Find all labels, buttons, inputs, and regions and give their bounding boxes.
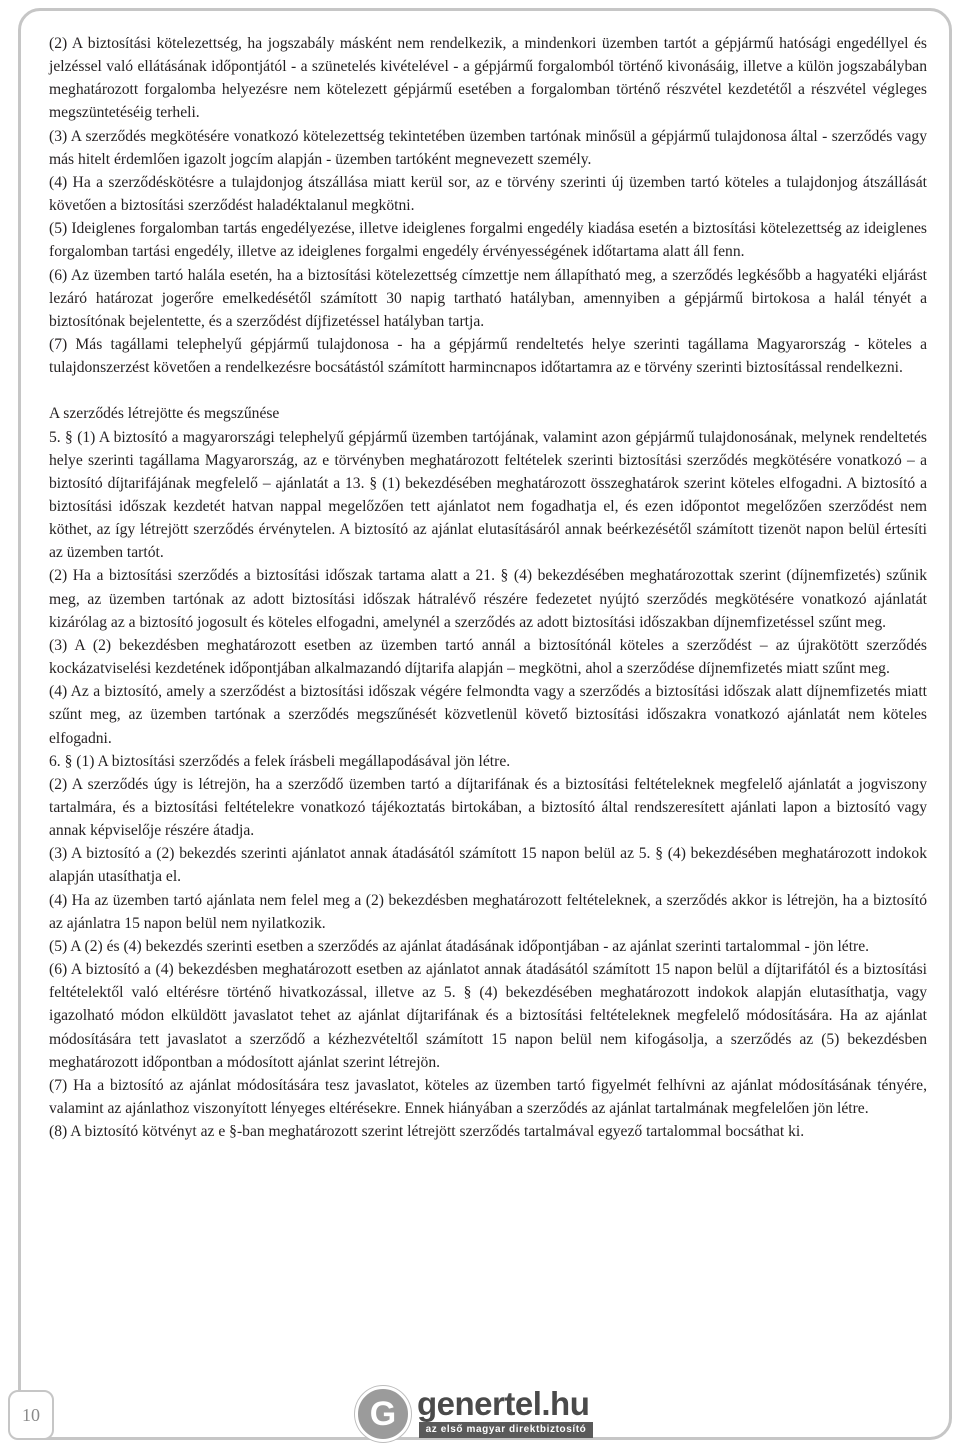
paragraph-4-4: (4) Ha a szerződéskötésre a tulajdonjog átszállása miatt kerül sor, az e törvény szerinti új üzemben tartó köteles a tulajdonjog átszállását követően a biztosítási szerződést haladéktalanul megkötni. bbox=[49, 173, 927, 215]
paragraph-4-3: (3) A szerződés megkötésére vonatkozó kötelezettség tekintetében üzemben tartónak minősül a gépjármű tulajdonosa által - szerződés vagy más hitelt érdemlően igazolt jogcím alapján - üzemben tartóként megnevezett személy. bbox=[49, 127, 927, 168]
paragraph-4-6: (6) Az üzemben tartó halála esetén, ha a biztosítási kötelezettség címzettje nem állapítható meg, a szerződés legkésőbb a hagyatéki eljárást lezáró határozat jogerőre emelkedésétől számított 30 napig tartható hatályban, amennyiben a gépjármű birtokosa a halál tényét a biztosítónak bejelentette, és a szerződést díjfizetéssel hatályban tartja. bbox=[49, 266, 927, 330]
paragraph-5-4: (4) Az a biztosító, amely a szerződést a biztosítási időszak végére felmondta vagy a szerződés a biztosítási időszak alatt díjnemfizetés miatt szűnt meg, az üzemben tartónak a szerződés megszűnését közvetlenül követő biztosítási időszakra vonatkozó ajánlatát nem köteles elfogadni. bbox=[49, 683, 927, 747]
section-heading: A szerződés létrejötte és megszűnése bbox=[49, 405, 280, 423]
paragraph-6-7: (7) Ha a biztosító az ajánlat módosítására tesz javaslatot, köteles az üzemben tartó figyelmét felhívni az ajánlat módosításának tényére, valamint az ajánlathoz viszonyított lényeges eltérésekre. Ennek hiányában a szerződés az ajánlat tartalmának megfelelően jön létre. bbox=[49, 1076, 927, 1118]
brand-name: genertel.hu bbox=[417, 1385, 590, 1422]
paragraph-6-1: 6. § (1) A biztosítási szerződés a felek írásbeli megállapodásával jön létre. bbox=[49, 752, 511, 770]
paragraph-4-2: (2) A biztosítási kötelezettség, ha jogszabály másként nem rendelkezik, a mindenkori üzemben tartót a gépjármű hatósági engedéllyel és jelzéssel való ellátásának időpontjától - a szünetelés kivételével - a gépjármű forgalomból történő kivonásáig, illetve a külön jogszabályban meghatározott forgalomba helyezésre nem kötelezett gépjármű esetében a forgalomban történő részvétel kezdetétől a részvétel végleges megszüntetéséig terheli. bbox=[49, 35, 927, 122]
paragraph-6-2: (2) A szerződés úgy is létrejön, ha a szerződő üzemben tartó a díjtarifának és a biztosítási feltételeknek megfelelő ajánlatát a jogviszony tartalmára, és a biztosítási feltételekre vonatkozó tájékoztatás birtokában, a biztosító által rendszeresített ajánlati lapon a biztosító vagy annak képviselője részére átadja. bbox=[49, 775, 927, 840]
genertel-logo-icon: G bbox=[355, 1386, 411, 1442]
document-body bbox=[49, 32, 927, 1143]
paragraph-6-5: (5) A (2) és (4) bekezdés szerinti esetben a szerződés az ajánlat átadásának időpontjában - az ajánlat szerinti tartalommal - jön létre. bbox=[49, 937, 870, 955]
paragraph-6-8: (8) A biztosító kötvényt az e §-ban meghatározott szerint létrejött szerződés tartalmával egyező tartalommal bocsáthat ki. bbox=[49, 1123, 805, 1141]
page-number: 10 bbox=[8, 1390, 54, 1440]
paragraph-6-3: (3) A biztosító a (2) bekezdés szerinti ajánlatot annak átadásától számított 15 napon belül az 5. § (4) bekezdésében meghatározott indokok alapján utasíthatja el. bbox=[49, 845, 927, 886]
paragraph-5-3: (3) A (2) bekezdésben meghatározott esetben az üzemben tartó annál a biztosítónál köteles a szerződést – az újrakötött szerződés kockázatviselési kezdetének időpontjában alkalmazandó díjtarifa alapján – megkötni, ahol a szerződése díjnemfizetés miatt szűnt meg. bbox=[49, 636, 927, 678]
paragraph-4-5: (5) Ideiglenes forgalomban tartás engedélyezése, illetve ideiglenes forgalmi engedély kiadása esetén a biztosítási kötelezettség az ideiglenes forgalomban tartási engedély, illetve az ideiglenes forgalmi engedély érvényességének időtartama alatt áll fenn. bbox=[49, 220, 927, 261]
paragraph-5-1: 5. § (1) A biztosító a magyarországi telephelyű gépjármű üzemben tartójának, valamint azon gépjármű tulajdonosának, melynek rendeltetés helye szerinti tagállama Magyarország, az e törvényben meghatározott feltételek szerinti biztosítási szerződés megkötésére vonatkozó – a biztosító díjtarifájának megfelelő – ajánlatát a 13. § (1) bekezdésében meghatározott összeghatárok szerint köteles elfogadni. A biztosító a biztosítási időszak kezdetét hatvan nappal megelőzően tett ajánlatot nem fogadhatja el, és ezen időpontot megelőzően szerződést nem köthet, az így létrejött szerződés érvénytelen. A biztosító az ajánlat elutasításáról annak beérkezésétől számított tizenöt napon belül értesíti az üzemben tartót. bbox=[49, 428, 927, 562]
paragraph-6-4: (4) Ha az üzemben tartó ajánlata nem felel meg a (2) bekezdésben meghatározott feltételeknek, a szerződés akkor is létrejön, ha a biztosító az ajánlatra 15 napon belül nem nyilatkozik. bbox=[49, 891, 927, 932]
paragraph-6-6: (6) A biztosító a (4) bekezdésben meghatározott esetben az ajánlatot annak átadásától számított 15 napon belül a díjtarifától és a biztosítási feltételektől való eltérésre történő hivatkozással, illetve az 5. § (4) bekezdésében meghatározott indokok alapján elutasíthatja, vagy igazolható módon elküldött javaslatot tehet az ajánlat díjtarifának és a biztosítási feltételeknek megfelelő módosítására. Ha az ajánlat módosítására tett javaslatot a szerződő a kézhezvételtől számított 15 napon belül nem kifogásolja, a szerződés az (5) bekezdésben meghatározott időpontban a módosított ajánlat szerint létrejön. bbox=[49, 961, 927, 1071]
genertel-logo bbox=[355, 1384, 595, 1444]
paragraph-4-7: (7) Más tagállami telephelyű gépjármű tulajdonosa - ha a gépjármű rendeltetés helye szerinti tagállama Magyarország - köteles a tulajdonszerzést követően a rendelkezésre bocsátástól számított harmincnapos időtartamra az e törvény szerinti biztosítással rendelkezni. bbox=[49, 336, 927, 377]
brand-tagline: az első magyar direktbiztosító bbox=[419, 1422, 593, 1438]
paragraph-5-2: (2) Ha a biztosítási szerződés a biztosítási időszak tartama alatt a 21. § (4) bekezdésében meghatározottak szerint (díjnemfizetés) szűnik meg, az üzemben tartónak az adott biztosítási időszak hátralévő részére fedezetet nyújtó szerződés megkötésére vonatkozó ajánlatát kizárólag az a biztosító jogosult és köteles elfogadni, amelynél a szerződés az adott biztosítási időszakban díjnemfizetéssel szűnt meg. bbox=[49, 567, 927, 631]
section-spacer bbox=[49, 379, 927, 402]
